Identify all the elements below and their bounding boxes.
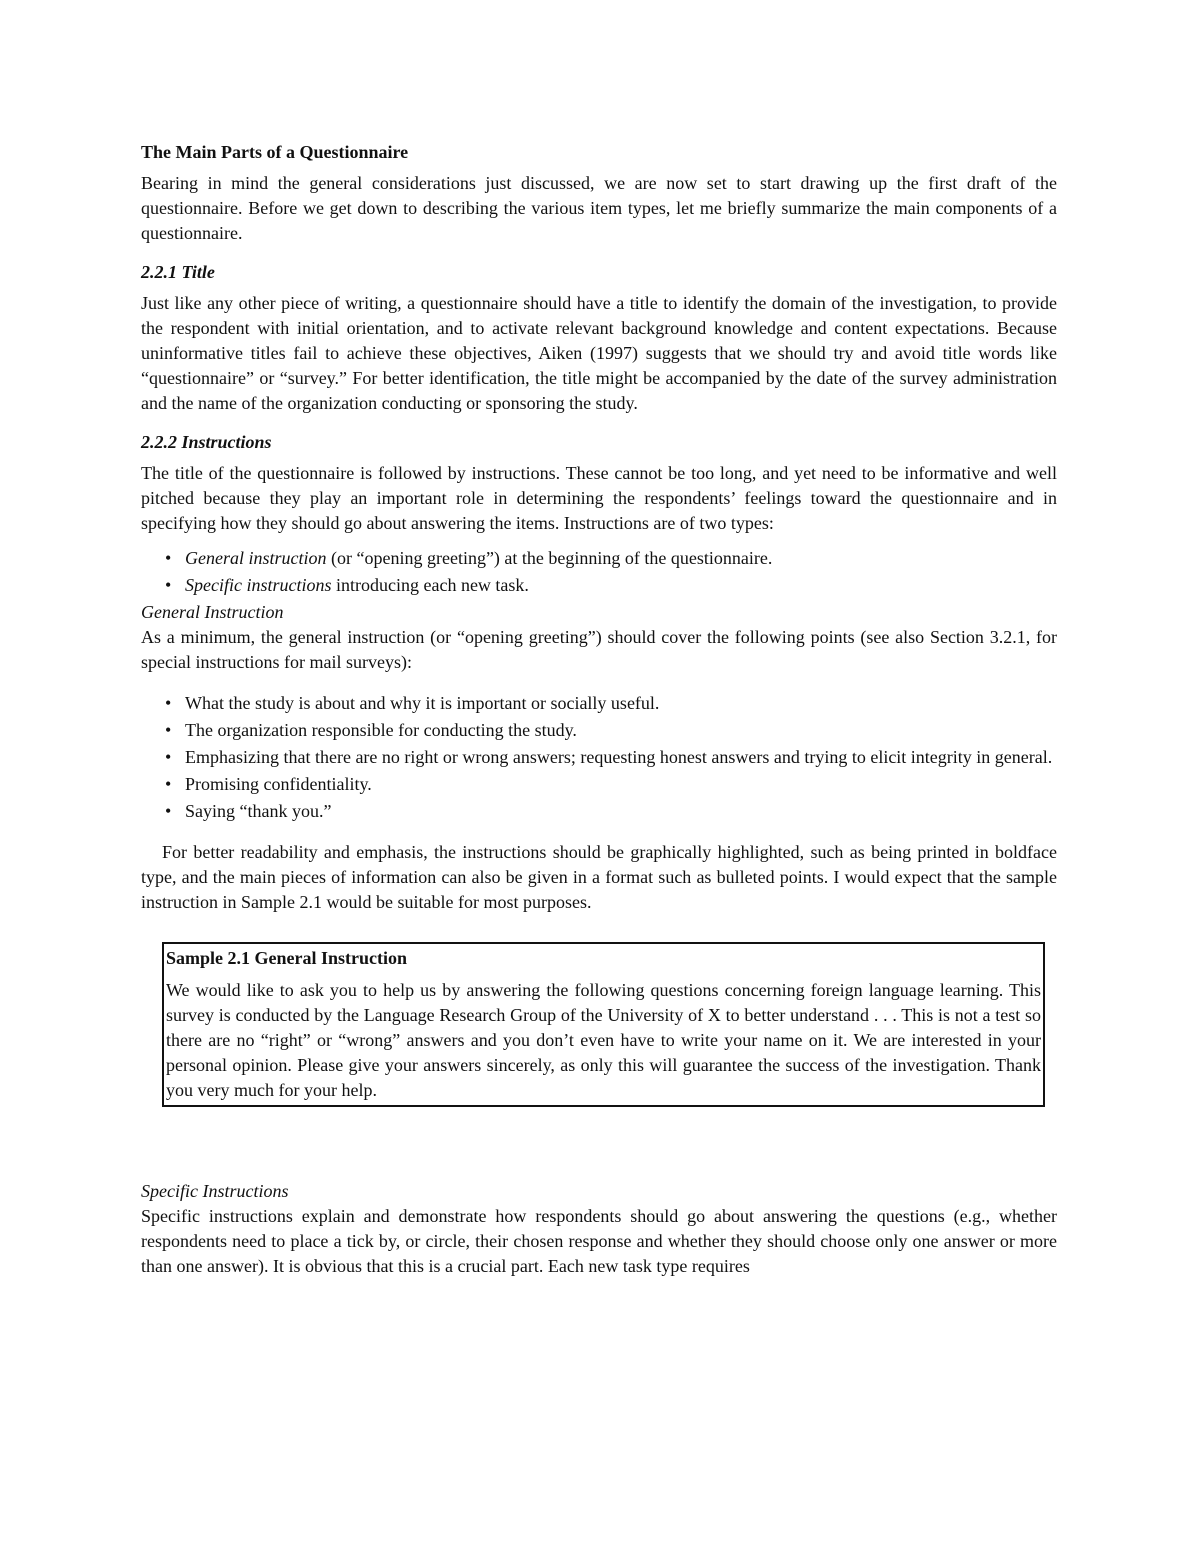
list-item-text: What the study is about and why it is important or socially useful.	[185, 693, 660, 713]
list-item-text: introducing each new task.	[331, 575, 529, 595]
list-item-text: Promising confidentiality.	[185, 774, 372, 794]
intro-paragraph: Bearing in mind the general considerations just discussed, we are now set to start drawing up the first draft of the questionnaire. Before we get down to describing the various item types, let me briefly summarize the main components of a questionnaire.	[141, 173, 1057, 243]
section-heading-instructions: 2.2.2 Instructions	[141, 432, 272, 452]
list-item-text: Saying “thank you.”	[185, 801, 332, 821]
section-heading-title: 2.2.1 Title	[141, 262, 215, 282]
list-item	[141, 718, 1057, 743]
list-item-term: Specific instructions	[185, 575, 332, 595]
list-item	[141, 745, 1057, 770]
bullet-icon: •	[165, 801, 172, 821]
bullet-icon: •	[165, 720, 172, 740]
bullet-icon: •	[165, 575, 172, 595]
document-title: The Main Parts of a Questionnaire	[141, 142, 409, 162]
list-item-term: General instruction	[185, 548, 327, 568]
sample-body: We would like to ask you to help us by answering the following questions concerning foreign language learning. This survey is conducted by the Language Research Group of the University of X to better understand . . . This is not a test so there are no “right” or “wrong” answers and you don’t even have to write your name on it. We are interested in your personal opinion. Please give your answers sincerely, as only this will guarantee the success of the investigation. Thank you very much for your help.	[166, 980, 1041, 1100]
spacer	[141, 1107, 1057, 1179]
general-instruction-heading: General Instruction	[141, 602, 284, 622]
sample-title: Sample 2.1 General Instruction	[166, 948, 407, 968]
list-item	[141, 799, 1057, 824]
list-item	[141, 691, 1057, 716]
list-item	[141, 772, 1057, 797]
spacer	[141, 826, 1057, 840]
title-section-paragraph: Just like any other piece of writing, a questionnaire should have a title to identify the domain of the investigation, to provide the respondent with initial orientation, and to activate relevant background knowledge and content expectations. Because uninformative titles fail to achieve these objectives, Aiken (1997) suggests that we should try and avoid title words like “questionnaire” or “survey.” For better identification, the title might be accompanied by the date of the survey administration and the name of the organization conducting or sponsoring the study.	[141, 293, 1057, 413]
instruction-types-list	[141, 546, 1057, 598]
specific-instructions-paragraph: Specific instructions explain and demonstrate how respondents should go about answering the questions (e.g., whether respondents need to place a tick by, or circle, their chosen response and whether they should choose only one answer or more than one answer). It is obvious that this is a crucial part. Each new task type requires	[141, 1206, 1057, 1276]
list-item-text: The organization responsible for conducting the study.	[185, 720, 577, 740]
list-item	[141, 546, 1057, 571]
document-page	[141, 140, 1057, 1279]
instructions-section-paragraph: The title of the questionnaire is followed by instructions. These cannot be too long, and yet need to be informative and well pitched because they play an important role in determining the respondents’ feelings toward the questionnaire and in specifying how they should go about answering the items. Instructions are of two types:	[141, 463, 1057, 533]
bullet-icon: •	[165, 693, 172, 713]
general-instruction-points-list	[141, 691, 1057, 824]
bullet-icon: •	[165, 747, 172, 767]
bullet-icon: •	[165, 774, 172, 794]
specific-instructions-heading: Specific Instructions	[141, 1181, 289, 1201]
general-instruction-paragraph: As a minimum, the general instruction (or “opening greeting”) should cover the following points (see also Section 3.2.1, for special instructions for mail surveys):	[141, 627, 1057, 672]
sample-instruction-box	[162, 942, 1045, 1107]
general-instruction-followup-paragraph: For better readability and emphasis, the instructions should be graphically highlighted, such as being printed in boldface type, and the main pieces of information can also be given in a format such as bulleted points. I would expect that the sample instruction in Sample 2.1 would be suitable for most purposes.	[141, 842, 1057, 912]
list-item-text: Emphasizing that there are no right or wrong answers; requesting honest answers and trying to elicit integrity in general.	[185, 747, 1053, 767]
list-item-text: (or “opening greeting”) at the beginning of the questionnaire.	[326, 548, 773, 568]
list-item	[141, 573, 1057, 598]
bullet-icon: •	[165, 548, 172, 568]
